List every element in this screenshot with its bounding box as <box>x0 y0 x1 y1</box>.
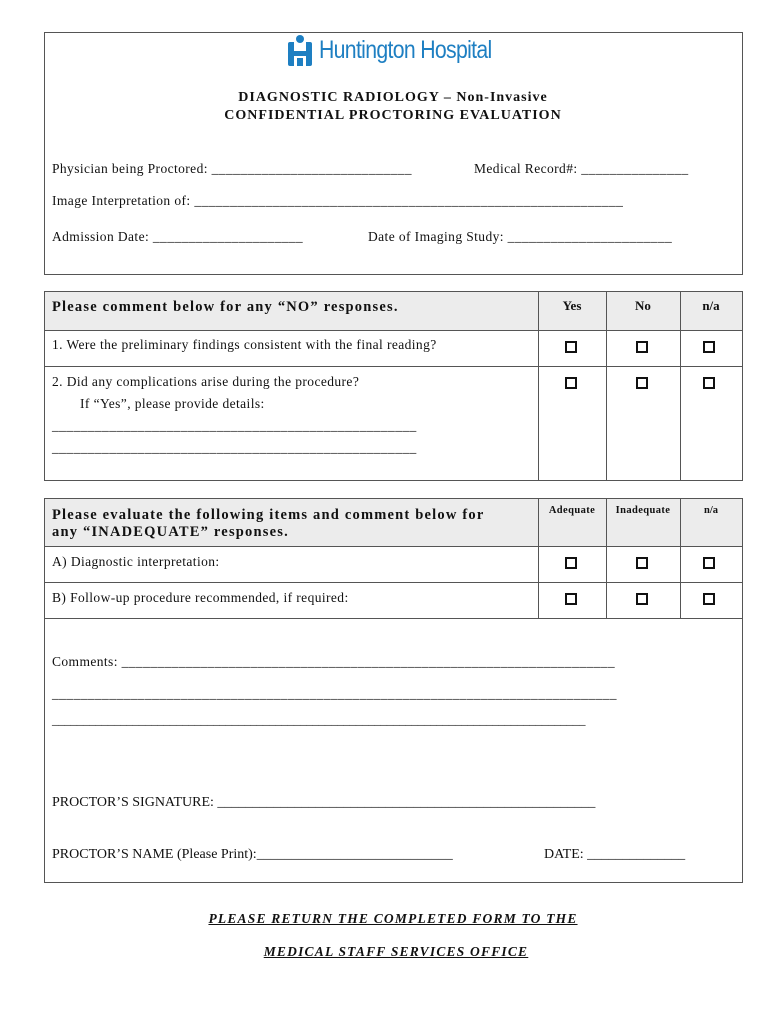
admission-date-field[interactable]: Admission Date: _____________________ <box>52 229 304 244</box>
col-yes: Yes <box>562 298 582 313</box>
col-na-2: n/a <box>703 505 718 516</box>
col-adequate: Adequate <box>548 505 596 516</box>
table-1-header: Please comment below for any “NO” responses. <box>52 299 399 315</box>
image-interpretation-field[interactable]: Image Interpretation of: ____________________________________________________________ <box>52 193 624 208</box>
q2-na-checkbox[interactable] <box>703 377 715 389</box>
details-line-1[interactable]: ___________________________________________________ <box>52 418 417 433</box>
a-adequate-checkbox[interactable] <box>565 557 577 569</box>
col-na: n/a <box>702 298 720 313</box>
proctor-name-field[interactable]: PROCTOR’S NAME (Please Print):____________________________ <box>52 847 453 862</box>
comments-line-3[interactable]: ______________________________________________________________________________________ <box>52 712 586 727</box>
q2-yes-checkbox[interactable] <box>565 377 577 389</box>
footer-line-1: PLEASE RETURN THE COMPLETED FORM TO THE <box>208 911 578 926</box>
date-field[interactable]: DATE: ______________ <box>544 847 686 862</box>
hospital-name: Huntington Hospital <box>319 36 492 64</box>
form-title-2: CONFIDENTIAL PROCTORING EVALUATION <box>224 108 562 123</box>
footer-line-2: MEDICAL STAFF SERVICES OFFICE <box>263 944 529 959</box>
hospital-logo-icon <box>285 34 315 68</box>
b-na-checkbox[interactable] <box>703 593 715 605</box>
b-inadequate-checkbox[interactable] <box>636 593 648 605</box>
item-b: B) Follow-up procedure recommended, if required: <box>52 590 349 605</box>
comments-line-2[interactable]: _______________________________________________________________________________ <box>52 686 617 701</box>
table-2-header-2: any “INADEQUATE” responses. <box>52 524 289 540</box>
q1-yes-checkbox[interactable] <box>565 341 577 353</box>
q1-na-checkbox[interactable] <box>703 341 715 353</box>
b-adequate-checkbox[interactable] <box>565 593 577 605</box>
question-2-sub: If “Yes”, please provide details: <box>80 396 265 411</box>
signature-field[interactable]: PROCTOR’S SIGNATURE: ______________________________________________________ <box>52 795 596 810</box>
table-2-header-1: Please evaluate the following items and comment below for <box>52 507 485 523</box>
q1-no-checkbox[interactable] <box>636 341 648 353</box>
a-inadequate-checkbox[interactable] <box>636 557 648 569</box>
question-1: 1. Were the preliminary findings consistent with the final reading? <box>52 337 437 352</box>
physician-field[interactable]: Physician being Proctored: ____________________________ <box>52 161 412 176</box>
question-2: 2. Did any complications arise during the procedure? <box>52 374 360 389</box>
a-na-checkbox[interactable] <box>703 557 715 569</box>
details-line-2[interactable]: ___________________________________________________ <box>52 440 417 455</box>
col-inadequate: Inadequate <box>615 505 671 516</box>
comments-field[interactable]: Comments: _____________________________________________________________________ <box>52 654 615 669</box>
imaging-date-field[interactable]: Date of Imaging Study: _______________________ <box>368 229 673 244</box>
form-title-1: DIAGNOSTIC RADIOLOGY – Non-Invasive <box>238 90 548 105</box>
hospital-logo <box>285 34 515 70</box>
medical-record-field[interactable]: Medical Record#: _______________ <box>474 161 689 176</box>
item-a: A) Diagnostic interpretation: <box>52 554 220 569</box>
col-no: No <box>635 298 651 313</box>
q2-no-checkbox[interactable] <box>636 377 648 389</box>
